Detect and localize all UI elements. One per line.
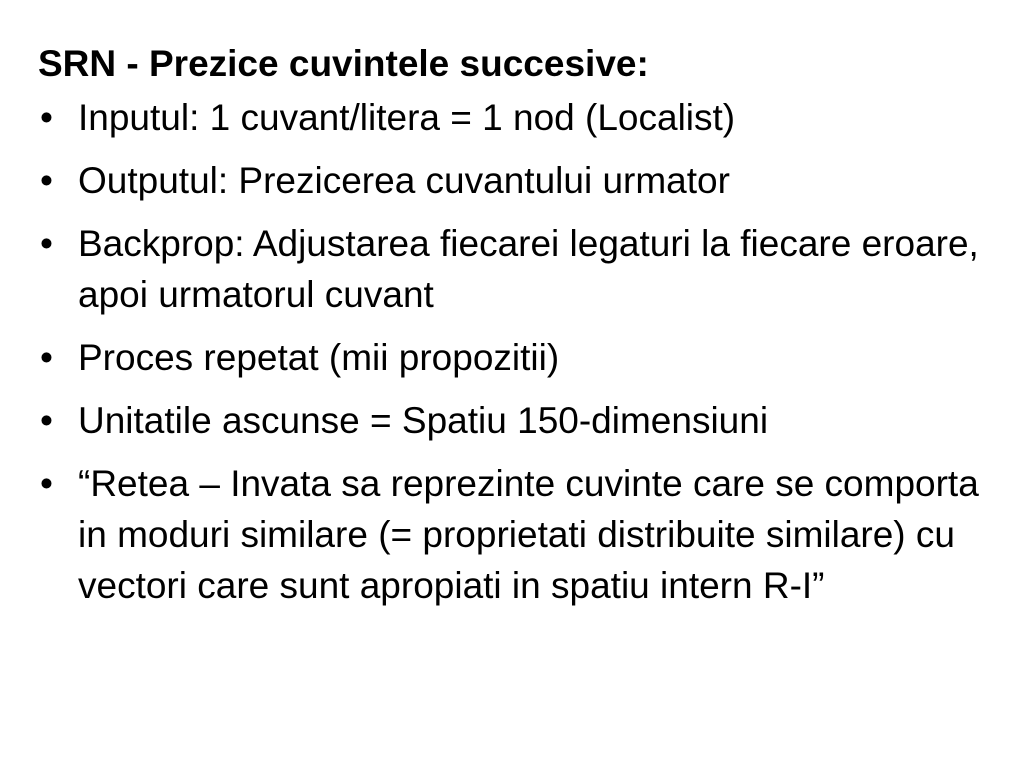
bullet-text: “Retea – Invata sa reprezinte cuvinte care se comporta in moduri similare (= proprietati distribuite similare) cu vectori care sunt apropiati in spatiu intern R-I” bbox=[78, 463, 979, 606]
bullet-item bbox=[38, 458, 998, 611]
bullet-marker: • bbox=[40, 223, 53, 264]
bullet-item bbox=[38, 92, 998, 143]
bullet-marker: • bbox=[40, 400, 53, 441]
slide-content bbox=[38, 38, 998, 623]
bullet-marker: • bbox=[40, 463, 53, 504]
bullet-item bbox=[38, 395, 998, 446]
slide-heading: SRN - Prezice cuvintele succesive: bbox=[38, 43, 649, 84]
bullet-text: Unitatile ascunse = Spatiu 150-dimensiuni bbox=[78, 400, 769, 441]
bullet-marker: • bbox=[40, 337, 53, 378]
bullet-marker: • bbox=[40, 160, 53, 201]
bullet-text: Inputul: 1 cuvant/litera = 1 nod (Localist) bbox=[78, 97, 736, 138]
bullet-text: Outputul: Prezicerea cuvantului urmator bbox=[78, 160, 730, 201]
bullet-text: Proces repetat (mii propozitii) bbox=[78, 337, 560, 378]
bullet-list bbox=[38, 92, 998, 611]
bullet-item bbox=[38, 218, 998, 320]
bullet-marker: • bbox=[40, 97, 53, 138]
bullet-text: Backprop: Adjustarea fiecarei legaturi la fiecare eroare, apoi urmatorul cuvant bbox=[78, 223, 979, 315]
bullet-item bbox=[38, 155, 998, 206]
bullet-item bbox=[38, 332, 998, 383]
